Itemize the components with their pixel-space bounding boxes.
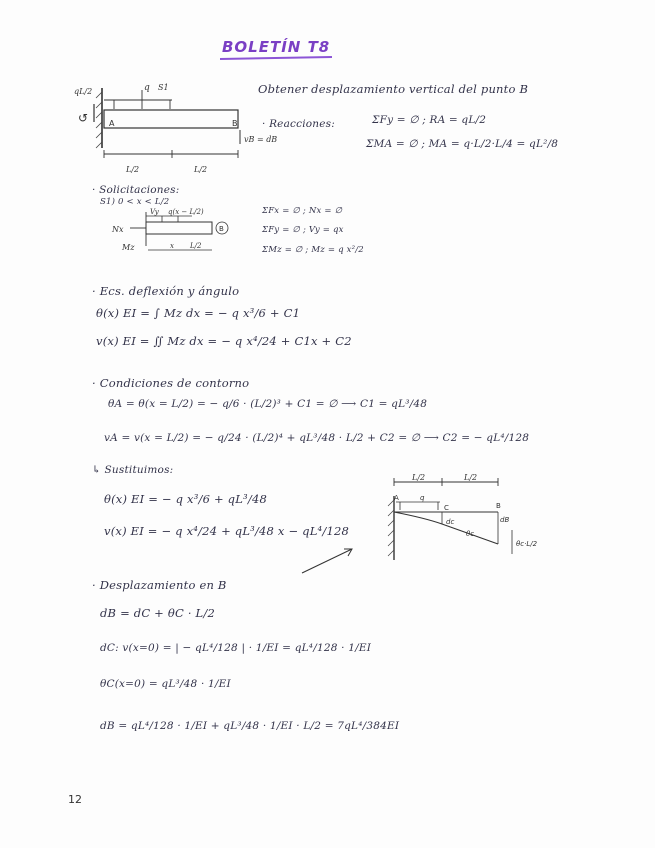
fbd-l2-label: L/2 xyxy=(190,242,202,250)
beam-moment-label: ↺ xyxy=(78,111,89,125)
page-title: BOLETÍN T8 xyxy=(222,38,331,56)
d2-q-label: q xyxy=(420,494,425,502)
desp-eq-4: dB = qL⁴/128 · 1/EI + qL³/48 · 1/EI · L/2 = 7qL⁴/384EI xyxy=(100,720,400,732)
fbd-mz-label: Mz xyxy=(122,243,135,252)
beam-ra-label: qL/2 xyxy=(74,87,93,96)
deflexion-eq-2: v(x) EI = ∬ Mz dx = − q x⁴/24 + C1x + C2 xyxy=(96,334,352,348)
d2-l2-right: L/2 xyxy=(464,473,478,482)
beam-l2-right: L/2 xyxy=(194,165,208,174)
contorno-eq-1: θA = θ(x = L/2) = − q/6 · (L/2)³ + C1 = ∅ ⟶ C1 = qL³/48 xyxy=(108,398,428,410)
d2-a-label: A xyxy=(394,494,399,502)
desp-eq-2: dC: v(x=0) = | − qL⁴/128 | · 1/EI = qL⁴/128 · 1/EI xyxy=(100,642,372,654)
solic-eq-2: ΣFy = ∅ ; Vy = qx xyxy=(262,225,344,235)
d2-thetal-label: θc·L/2 xyxy=(516,540,538,548)
pointer-arrow xyxy=(300,545,360,575)
beam-l2-left: L/2 xyxy=(126,165,140,174)
fbd-load-label: q(x − L/2) xyxy=(168,208,204,216)
beam-a-label: A xyxy=(109,119,115,128)
section-range: S1) 0 < x < L/2 xyxy=(100,197,170,207)
sustituimos-eq-2: v(x) EI = − q x⁴/24 + qL³/48 x − qL⁴/128 xyxy=(104,524,349,538)
d2-b-label: B xyxy=(496,502,501,510)
d2-db-label: dB xyxy=(500,516,510,524)
deflexion-eq-1: θ(x) EI = ∫ Mz dx = − q x³/6 + C1 xyxy=(96,306,301,320)
fbd-b-label: B xyxy=(219,225,224,233)
d2-thetac-label: θc xyxy=(466,530,475,538)
beam-vb-label: vB = dB xyxy=(244,135,278,144)
d2-dc-label: dc xyxy=(446,518,455,526)
beam-b-label: B xyxy=(232,119,238,128)
fbd-x-label: x xyxy=(170,242,174,250)
fbd-nx-label: Nx xyxy=(112,225,124,234)
problem-statement: Obtener desplazamiento vertical del punto B xyxy=(258,82,529,96)
free-body-diagram xyxy=(92,206,242,262)
contorno-heading: · Condiciones de contorno xyxy=(92,376,250,390)
beam-q-label: q xyxy=(144,83,150,93)
desp-eq-3: θC(x=0) = qL³/48 · 1/EI xyxy=(100,678,231,690)
d2-l2-left: L/2 xyxy=(412,473,426,482)
beam-s1-label: S1 xyxy=(158,83,169,92)
contorno-eq-2: vA = v(x = L/2) = − q/24 · (L/2)⁴ + qL³/48 · L/2 + C2 = ∅ ⟶ C2 = − qL⁴/128 xyxy=(104,432,530,444)
desplazamiento-heading: · Desplazamiento en B xyxy=(92,578,227,592)
sustituimos-eq-1: θ(x) EI = − q x³/6 + qL³/48 xyxy=(104,492,267,506)
beam-diagram xyxy=(70,78,278,188)
reaction-eq-2: ΣMA = ∅ ; MA = q·L/2·L/4 = qL²/8 xyxy=(366,138,559,150)
deflexion-heading: · Ecs. deflexión y ángulo xyxy=(92,284,240,298)
d2-c-label: C xyxy=(444,504,449,512)
solicitaciones-heading: · Solicitaciones: xyxy=(92,184,180,196)
solic-eq-1: ΣFx = ∅ ; Nx = ∅ xyxy=(262,206,343,216)
title-underline xyxy=(220,56,332,60)
solic-eq-3: ΣMz = ∅ ; Mz = q x²/2 xyxy=(262,245,364,255)
deflection-diagram xyxy=(380,470,550,580)
reaction-eq-1: ΣFy = ∅ ; RA = qL/2 xyxy=(372,114,487,126)
reacciones-heading: · Reacciones: xyxy=(262,118,335,130)
sustituimos-heading: ↳ Sustituimos: xyxy=(92,464,174,476)
fbd-vy-label: Vy xyxy=(150,208,159,216)
desp-eq-1: dB = dC + θC · L/2 xyxy=(100,606,215,620)
page-number: 12 xyxy=(68,793,82,806)
